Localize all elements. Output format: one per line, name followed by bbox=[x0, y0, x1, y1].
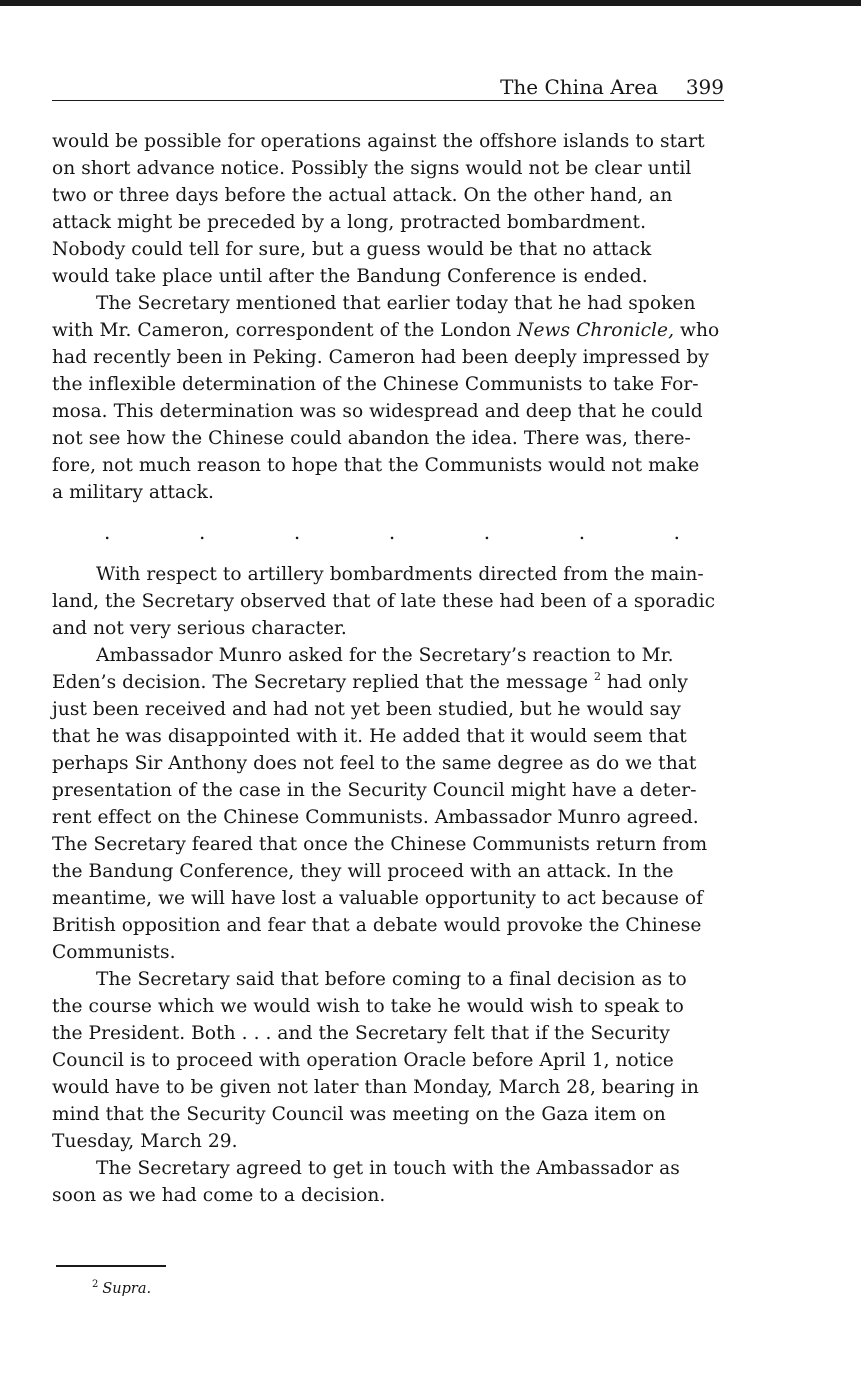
text-line: would be possible for operations against the offshore islands to start bbox=[52, 131, 705, 152]
page-top-edge bbox=[0, 0, 861, 6]
text-line: With respect to artillery bombardments directed from the main- bbox=[96, 564, 704, 585]
text-line: mind that the Security Council was meeting on the Gaza item on bbox=[52, 1104, 666, 1125]
text-line: Communists. bbox=[52, 942, 176, 963]
text-line: meantime, we will have lost a valuable opportunity to act because of bbox=[52, 888, 704, 909]
text-line: had recently been in Peking. Cameron had been deeply impressed by bbox=[52, 347, 709, 368]
ellipsis-dot: . bbox=[388, 520, 396, 544]
page-number: 399 bbox=[685, 75, 724, 99]
text-line: mosa. This determination was so widespread and deep that he could bbox=[52, 401, 703, 422]
text-line: The Secretary said that before coming to a final decision as to bbox=[96, 969, 687, 990]
text-line: two or three days before the actual attack. On the other hand, an bbox=[52, 185, 673, 206]
text-line: not see how the Chinese could abandon the idea. There was, there- bbox=[52, 428, 691, 449]
text-line: Tuesday, March 29. bbox=[52, 1131, 238, 1152]
text-line: would take place until after the Bandung Conference is ended. bbox=[52, 266, 648, 287]
text-line: Ambassador Munro asked for the Secretary’s reaction to Mr. bbox=[96, 645, 674, 666]
text-section-2 bbox=[52, 561, 729, 1209]
text-line: on short advance notice. Possibly the signs would not be clear until bbox=[52, 158, 692, 179]
text-line bbox=[52, 669, 729, 696]
text-line: attack might be preceded by a long, protracted bombardment. bbox=[52, 212, 647, 233]
text-line: British opposition and fear that a debate would provoke the Chinese bbox=[52, 915, 702, 936]
footnote bbox=[92, 1275, 151, 1299]
text-line: and not very serious character. bbox=[52, 618, 347, 639]
paragraph-closing bbox=[52, 1155, 729, 1209]
paragraph-continued bbox=[52, 128, 729, 290]
ellipsis-dot: . bbox=[293, 520, 301, 544]
footnote-reference: 2 bbox=[593, 670, 602, 683]
ellipsis-dot: . bbox=[483, 520, 491, 544]
text-line: perhaps Sir Anthony does not feel to the same degree as do we that bbox=[52, 753, 697, 774]
ellipsis-dot: . bbox=[198, 520, 206, 544]
text-line: rent effect on the Chinese Communists. Ambassador Munro agreed. bbox=[52, 807, 699, 828]
text-line bbox=[52, 317, 729, 344]
text-line: the President. Both . . . and the Secretary felt that if the Security bbox=[52, 1023, 670, 1044]
text-line: a military attack. bbox=[52, 482, 214, 503]
chapter-title: The China Area bbox=[500, 75, 658, 99]
text-section-1 bbox=[52, 128, 729, 506]
paragraph-munro bbox=[52, 642, 729, 966]
text-fragment: Eden’s decision. The Secretary replied that the message bbox=[52, 672, 589, 693]
text-fragment: who bbox=[674, 320, 720, 341]
ellipsis-dot: . bbox=[104, 520, 111, 544]
text-line: the Bandung Conference, they will proceed with an attack. In the bbox=[52, 861, 674, 882]
running-header bbox=[52, 74, 724, 101]
text-line: land, the Secretary observed that of late these had been of a sporadic bbox=[52, 591, 716, 612]
text-line: Nobody could tell for sure, but a guess would be that no attack bbox=[52, 239, 652, 260]
ellipsis-dot: . bbox=[673, 520, 680, 544]
text-line: would have to be given not later than Monday, March 28, bearing in bbox=[52, 1077, 699, 1098]
footnote-text: Supra. bbox=[102, 1280, 152, 1297]
text-line: Council is to proceed with operation Oracle before April 1, notice bbox=[52, 1050, 674, 1071]
text-fragment: had only bbox=[601, 672, 688, 693]
text-line: the inflexible determination of the Chinese Communists to take For- bbox=[52, 374, 699, 395]
omission-ellipsis bbox=[104, 522, 680, 542]
footnote-mark: 2 bbox=[92, 1279, 99, 1290]
text-line: The Secretary mentioned that earlier today that he had spoken bbox=[96, 293, 696, 314]
footnote-rule bbox=[56, 1265, 166, 1267]
paragraph-artillery bbox=[52, 561, 729, 642]
newspaper-title: News Chronicle, bbox=[517, 320, 675, 341]
paragraph-decision bbox=[52, 966, 729, 1155]
text-line: presentation of the case in the Security Council might have a deter- bbox=[52, 780, 697, 801]
text-line: The Secretary feared that once the Chinese Communists return from bbox=[52, 834, 708, 855]
text-line: The Secretary agreed to get in touch with the Ambassador as bbox=[96, 1158, 680, 1179]
text-line: that he was disappointed with it. He added that it would seem that bbox=[52, 726, 687, 747]
text-line: the course which we would wish to take he would wish to speak to bbox=[52, 996, 684, 1017]
text-fragment: with Mr. Cameron, correspondent of the London bbox=[52, 320, 518, 341]
text-line: soon as we had come to a decision. bbox=[52, 1185, 386, 1206]
text-line: just been received and had not yet been studied, but he would say bbox=[52, 699, 681, 720]
ellipsis-dot: . bbox=[578, 520, 586, 544]
paragraph-cameron bbox=[52, 290, 729, 506]
text-line: fore, not much reason to hope that the Communists would not make bbox=[52, 455, 700, 476]
